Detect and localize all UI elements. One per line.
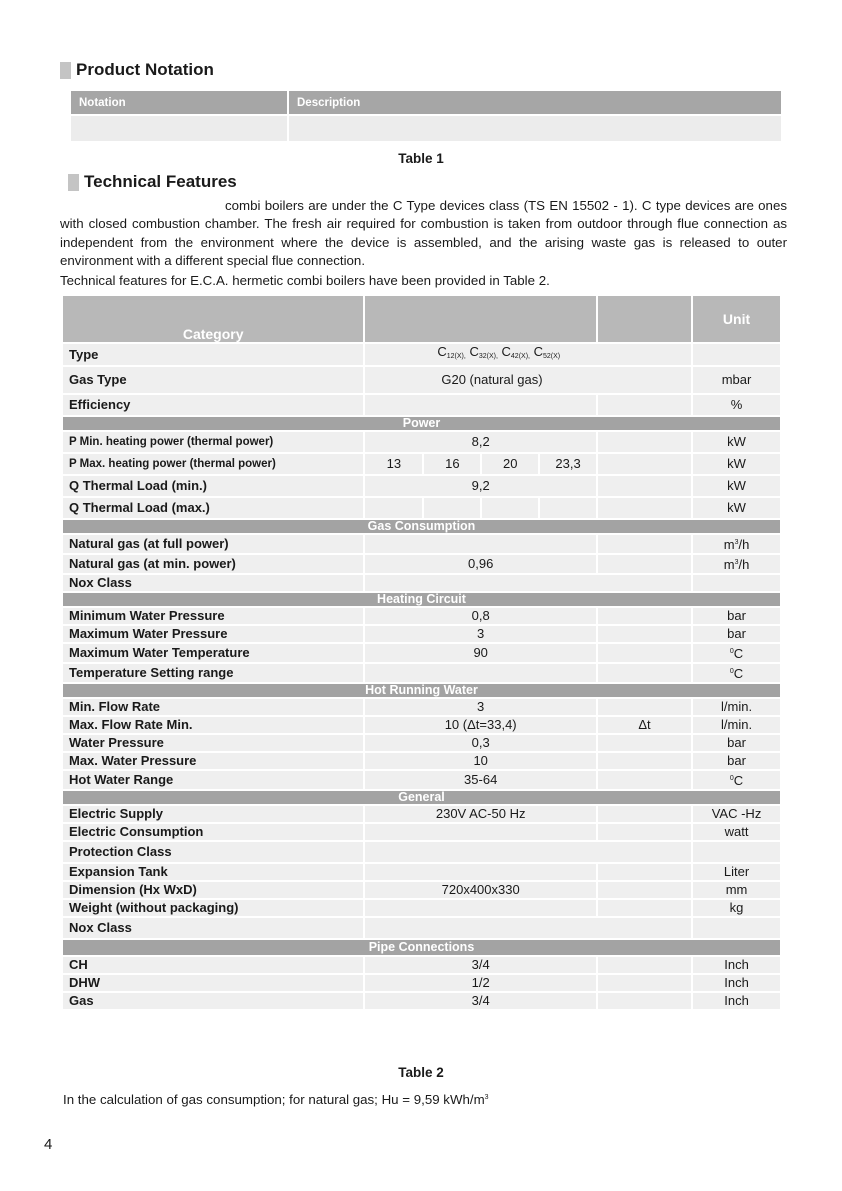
qmin-unit: kW bbox=[693, 476, 780, 496]
general-label: Electric Consumption bbox=[63, 824, 363, 840]
general-value bbox=[365, 842, 691, 862]
hot-water-label: Max. Water Pressure bbox=[63, 753, 363, 769]
table-row bbox=[63, 608, 780, 624]
heating-value: 0,8 bbox=[365, 608, 596, 624]
general-blank bbox=[598, 806, 691, 822]
heating-value: 3 bbox=[365, 626, 596, 642]
category-header: Category bbox=[63, 296, 363, 342]
pipe-label: CH bbox=[63, 957, 363, 973]
section-row-hot-running-water bbox=[63, 684, 780, 697]
heating-blank bbox=[598, 626, 691, 642]
qmax-unit: kW bbox=[693, 498, 780, 518]
natural-gas-full-unit: $m^3/h$ bbox=[693, 535, 780, 553]
general-value bbox=[365, 864, 596, 880]
gas-type-unit: mbar bbox=[693, 367, 780, 393]
heating-unit: $^0$C bbox=[693, 664, 780, 682]
hot-water-label: Min. Flow Rate bbox=[63, 699, 363, 715]
hot-water-value: 0,3 bbox=[365, 735, 596, 751]
pipe-blank bbox=[598, 993, 691, 1009]
section-row-power bbox=[63, 417, 780, 430]
technical-table bbox=[61, 294, 782, 1011]
efficiency-label: Efficiency bbox=[63, 395, 363, 415]
hot-water-unit: l/min. bbox=[693, 699, 780, 715]
section-row-general bbox=[63, 791, 780, 804]
heating-blank bbox=[598, 644, 691, 662]
pmax-value: 16 bbox=[424, 454, 480, 474]
pmin-unit: kW bbox=[693, 432, 780, 452]
description-header: Description bbox=[289, 91, 781, 114]
section-row-pipe-connections bbox=[63, 940, 780, 955]
hot-water-extra bbox=[598, 699, 691, 715]
table-reference-paragraph: Technical features for E.C.A. hermetic combi boilers have been provided in Table 2. bbox=[60, 273, 550, 288]
table-row bbox=[63, 664, 780, 682]
unit-header: Unit bbox=[693, 296, 780, 342]
hot-water-value: 10 bbox=[365, 753, 596, 769]
section-title: Hot Running Water bbox=[63, 684, 780, 697]
table-row bbox=[63, 993, 780, 1009]
table-row bbox=[63, 535, 780, 553]
heating-label: Minimum Water Pressure bbox=[63, 608, 363, 624]
pmax-unit: kW bbox=[693, 454, 780, 474]
table-row bbox=[63, 771, 780, 789]
pipe-unit: Inch bbox=[693, 957, 780, 973]
natural-gas-full-label: Natural gas (at full power) bbox=[63, 535, 363, 553]
section-heading-technical-features bbox=[68, 172, 237, 192]
table-row bbox=[63, 575, 780, 591]
pipe-blank bbox=[598, 957, 691, 973]
qmax-cell bbox=[540, 498, 596, 518]
heating-label: Temperature Setting range bbox=[63, 664, 363, 682]
table-row bbox=[71, 116, 781, 141]
qmin-blank bbox=[598, 476, 691, 496]
table-row bbox=[63, 735, 780, 751]
hot-water-extra bbox=[598, 753, 691, 769]
table1-caption: Table 1 bbox=[398, 151, 444, 166]
table-row bbox=[63, 753, 780, 769]
table-row bbox=[63, 717, 780, 733]
qmax-cell bbox=[482, 498, 538, 518]
pipe-value: 3/4 bbox=[365, 957, 596, 973]
general-label: Expansion Tank bbox=[63, 864, 363, 880]
description-cell bbox=[289, 116, 781, 141]
general-label: Weight (without packaging) bbox=[63, 900, 363, 916]
general-unit: kg bbox=[693, 900, 780, 916]
hot-water-label: Hot Water Range bbox=[63, 771, 363, 789]
type-label: Type bbox=[63, 344, 363, 365]
section-row-heating-circuit bbox=[63, 593, 780, 606]
table-row bbox=[63, 918, 780, 938]
section-title: Gas Consumption bbox=[63, 520, 780, 533]
footnote: In the calculation of gas consumption; for natural gas; Hu = 9,59 kWh/$m^3$ bbox=[63, 1092, 489, 1107]
page-number: 4 bbox=[44, 1136, 53, 1153]
hot-water-value: 10 (Δt=33,4) bbox=[365, 717, 596, 733]
general-blank bbox=[598, 882, 691, 898]
section-title: Heating Circuit bbox=[63, 593, 780, 606]
table-row bbox=[63, 432, 780, 452]
pipe-value: 1/2 bbox=[365, 975, 596, 991]
qmax-cell bbox=[365, 498, 422, 518]
general-unit bbox=[693, 918, 780, 938]
general-unit bbox=[693, 842, 780, 862]
table-row bbox=[63, 644, 780, 662]
pmax-label: P Max. heating power (thermal power) bbox=[63, 454, 363, 474]
general-unit: VAC -Hz bbox=[693, 806, 780, 822]
natural-gas-min-unit: $m^3/h$ bbox=[693, 555, 780, 573]
hot-water-unit: bar bbox=[693, 753, 780, 769]
natural-gas-min-blank bbox=[598, 555, 691, 573]
pmax-value: 13 bbox=[365, 454, 422, 474]
hot-water-unit: l/min. bbox=[693, 717, 780, 733]
table-row bbox=[63, 882, 780, 898]
qmin-value: 9,2 bbox=[365, 476, 596, 496]
heating-label: Maximum Water Temperature bbox=[63, 644, 363, 662]
heating-unit: bar bbox=[693, 626, 780, 642]
gas-type-value: G20 (natural gas) bbox=[365, 367, 691, 393]
notation-table bbox=[69, 89, 783, 143]
general-label: Nox Class bbox=[63, 918, 363, 938]
general-value bbox=[365, 824, 596, 840]
table-row bbox=[63, 975, 780, 991]
table-row bbox=[63, 842, 780, 862]
heating-blank bbox=[598, 608, 691, 624]
qmax-label: Q Thermal Load (max.) bbox=[63, 498, 363, 518]
pipe-unit: Inch bbox=[693, 975, 780, 991]
notation-cell bbox=[71, 116, 287, 141]
nox-class-value bbox=[365, 575, 691, 591]
general-blank bbox=[598, 900, 691, 916]
pmin-value: 8,2 bbox=[365, 432, 596, 452]
heating-value bbox=[365, 664, 596, 682]
general-label: Protection Class bbox=[63, 842, 363, 862]
general-blank bbox=[598, 824, 691, 840]
natural-gas-min-label: Natural gas (at min. power) bbox=[63, 555, 363, 573]
table-row bbox=[63, 395, 780, 415]
heating-unit: bar bbox=[693, 608, 780, 624]
heating-unit: $^0$C bbox=[693, 644, 780, 662]
general-blank bbox=[598, 864, 691, 880]
table-row bbox=[63, 454, 780, 474]
qmax-cell bbox=[424, 498, 480, 518]
heading-marker bbox=[60, 62, 71, 79]
hot-water-unit: $^0$C bbox=[693, 771, 780, 789]
hot-water-label: Max. Flow Rate Min. bbox=[63, 717, 363, 733]
hot-water-extra: Δt bbox=[598, 717, 691, 733]
nox-class-unit bbox=[693, 575, 780, 591]
notation-header: Notation bbox=[71, 91, 287, 114]
table-header-row bbox=[63, 296, 780, 342]
heating-blank bbox=[598, 664, 691, 682]
table-row bbox=[63, 367, 780, 393]
general-unit: Liter bbox=[693, 864, 780, 880]
table-row bbox=[63, 824, 780, 840]
natural-gas-full-blank bbox=[598, 535, 691, 553]
pipe-value: 3/4 bbox=[365, 993, 596, 1009]
general-unit: watt bbox=[693, 824, 780, 840]
table-row bbox=[63, 699, 780, 715]
table-row bbox=[63, 344, 780, 365]
general-unit: mm bbox=[693, 882, 780, 898]
hot-water-extra bbox=[598, 735, 691, 751]
pmax-value: 20 bbox=[482, 454, 538, 474]
table-row bbox=[63, 957, 780, 973]
qmin-label: Q Thermal Load (min.) bbox=[63, 476, 363, 496]
heating-value: 90 bbox=[365, 644, 596, 662]
section-title: Power bbox=[63, 417, 780, 430]
header-blank bbox=[598, 296, 691, 342]
general-value bbox=[365, 900, 596, 916]
general-value: 720x400x330 bbox=[365, 882, 596, 898]
general-label: Electric Supply bbox=[63, 806, 363, 822]
hot-water-extra bbox=[598, 771, 691, 789]
pipe-unit: Inch bbox=[693, 993, 780, 1009]
hot-water-unit: bar bbox=[693, 735, 780, 751]
pipe-label: DHW bbox=[63, 975, 363, 991]
table-row bbox=[63, 900, 780, 916]
efficiency-unit: % bbox=[693, 395, 780, 415]
general-value: 230V AC-50 Hz bbox=[365, 806, 596, 822]
heating-label: Maximum Water Pressure bbox=[63, 626, 363, 642]
hot-water-label: Water Pressure bbox=[63, 735, 363, 751]
table-row bbox=[63, 626, 780, 642]
qmax-blank bbox=[598, 498, 691, 518]
natural-gas-full-value bbox=[365, 535, 596, 553]
natural-gas-min-value: 0,96 bbox=[365, 555, 596, 573]
hot-water-value: 35-64 bbox=[365, 771, 596, 789]
heading-text: Product Notation bbox=[76, 60, 214, 79]
pipe-label: Gas bbox=[63, 993, 363, 1009]
heading-marker bbox=[68, 174, 79, 191]
table-row bbox=[63, 555, 780, 573]
pmin-blank bbox=[598, 432, 691, 452]
table-row bbox=[63, 498, 780, 518]
section-heading-product-notation bbox=[60, 60, 214, 80]
intro-paragraph: combi boilers are under the C Type devices class (TS EN 15502 - 1). C type devices are ones with closed combustion chamber. The fresh air required for combustion is taken from outdoor through flue connection as independent from the environment where the device is assembled, and the arising waste gas is released to outer environment with a different special flue connection. bbox=[60, 198, 787, 268]
section-row-gas-consumption bbox=[63, 520, 780, 533]
pmax-value: 23,3 bbox=[540, 454, 596, 474]
general-label: Dimension (Hx WxD) bbox=[63, 882, 363, 898]
efficiency-blank bbox=[598, 395, 691, 415]
table-row bbox=[63, 864, 780, 880]
hot-water-value: 3 bbox=[365, 699, 596, 715]
type-value: $C_{12(X),}$ $C_{32(X),}$ $C_{42(X),}$ $C_{52(X)}$ bbox=[365, 344, 691, 365]
general-value bbox=[365, 918, 691, 938]
pmax-blank bbox=[598, 454, 691, 474]
section-title: General bbox=[63, 791, 780, 804]
section-title: Pipe Connections bbox=[63, 940, 780, 955]
type-unit bbox=[693, 344, 780, 365]
table-row bbox=[63, 806, 780, 822]
table2-caption: Table 2 bbox=[398, 1065, 444, 1080]
nox-class-label: Nox Class bbox=[63, 575, 363, 591]
header-blank bbox=[365, 296, 596, 342]
table-row bbox=[63, 476, 780, 496]
pmin-label: P Min. heating power (thermal power) bbox=[63, 432, 363, 452]
heading-text: Technical Features bbox=[84, 172, 237, 191]
efficiency-value bbox=[365, 395, 596, 415]
gas-type-label: Gas Type bbox=[63, 367, 363, 393]
pipe-blank bbox=[598, 975, 691, 991]
